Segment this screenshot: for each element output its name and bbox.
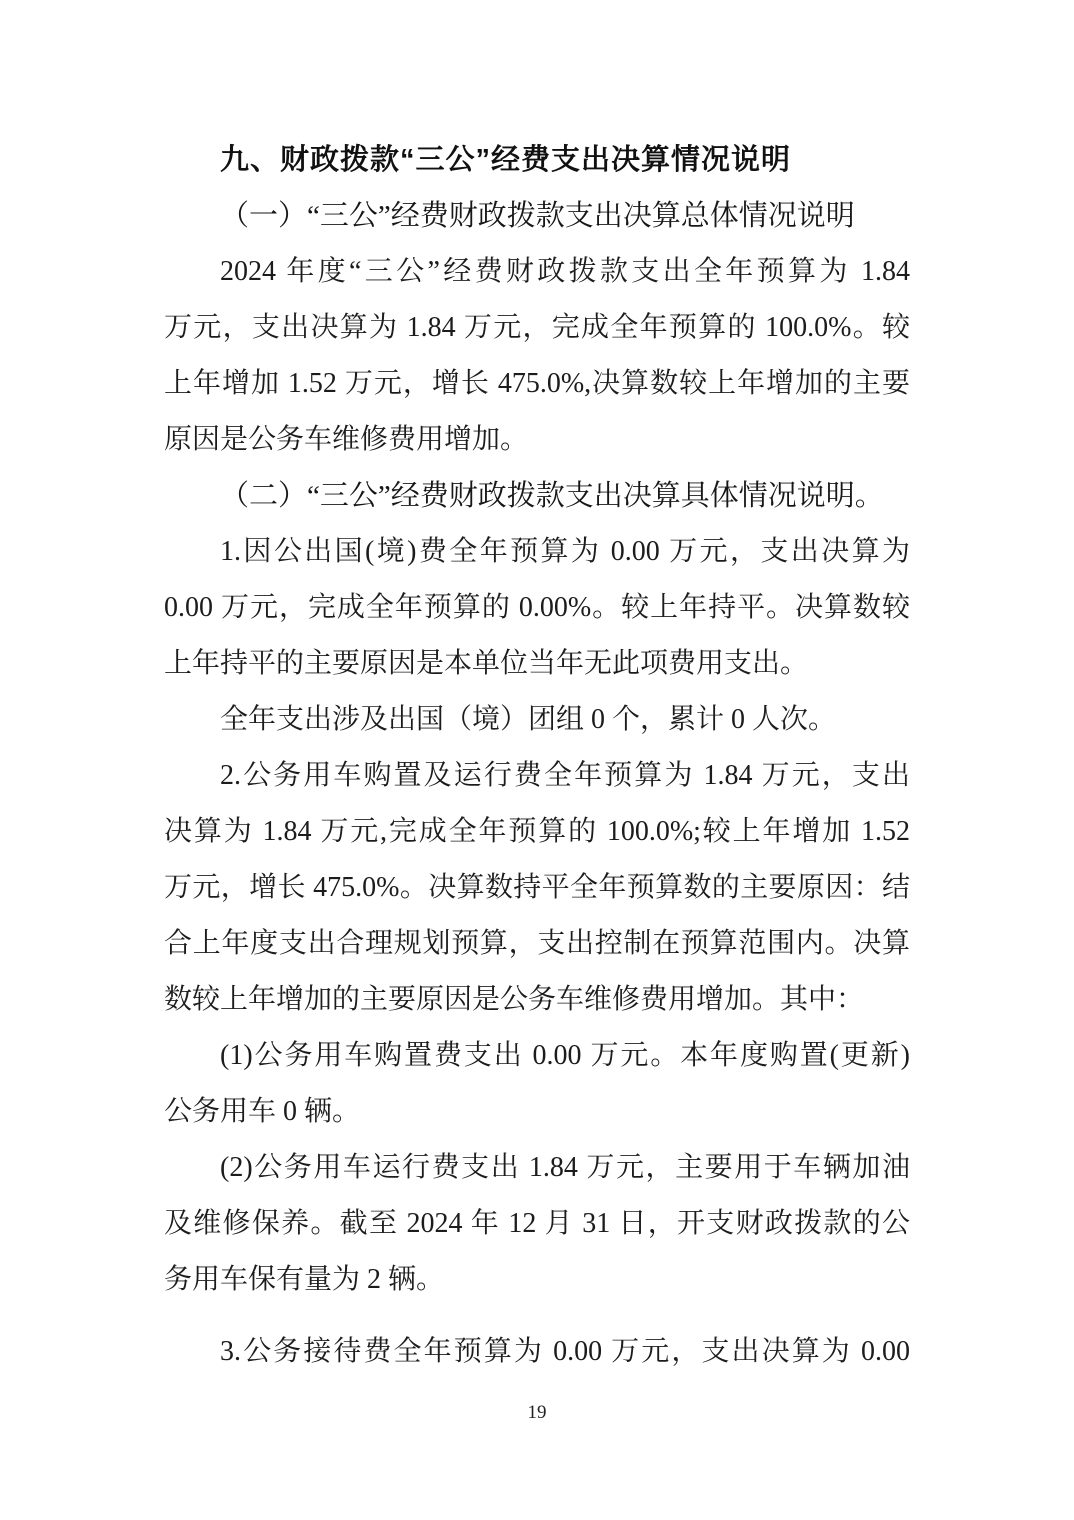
- subsection-2-heading: （二）“三公”经费财政拨款支出决算具体情况说明。: [220, 480, 884, 512]
- paragraph-line: 上年持平的主要原因是本单位当年无此项费用支出。: [164, 648, 809, 679]
- page-number: 19: [527, 1402, 547, 1423]
- paragraph-line: (2)公务用车运行费支出 1.84 万元，主要用于车辆加油: [220, 1152, 910, 1183]
- paragraph-line: 上年增加 1.52 万元，增长 475.0%,决算数较上年增加的主要: [164, 368, 910, 399]
- section-heading: 九、财政拨款“三公”经费支出决算情况说明: [220, 144, 792, 176]
- paragraph-line: 万元，增长 475.0%。决算数持平全年预算数的主要原因：结: [164, 872, 910, 903]
- paragraph-line: 全年支出涉及出国（境）团组 0 个，累计 0 人次。: [220, 704, 837, 735]
- paragraph-line: (1)公务用车购置费支出 0.00 万元。本年度购置(更新): [220, 1040, 910, 1071]
- paragraph-line: 1.因公出国(境)费全年预算为 0.00 万元，支出决算为: [220, 536, 910, 567]
- subsection-1-heading: （一）“三公”经费财政拨款支出决算总体情况说明: [220, 200, 855, 232]
- paragraph-line: 3.公务接待费全年预算为 0.00 万元，支出决算为 0.00: [220, 1336, 910, 1367]
- paragraph-line: 2024 年度“三公”经费财政拨款支出全年预算为 1.84: [220, 256, 910, 287]
- paragraph-line: 万元，支出决算为 1.84 万元，完成全年预算的 100.0%。较: [164, 312, 910, 343]
- paragraph-line: 决算为 1.84 万元,完成全年预算的 100.0%;较上年增加 1.52: [164, 816, 910, 847]
- paragraph-line: 合上年度支出合理规划预算，支出控制在预算范围内。决算: [164, 928, 910, 959]
- paragraph-line: 公务用车 0 辆。: [164, 1096, 361, 1127]
- paragraph-line: 0.00 万元，完成全年预算的 0.00%。较上年持平。决算数较: [164, 592, 910, 623]
- document-body: [164, 132, 910, 1380]
- paragraph-line: 2.公务用车购置及运行费全年预算为 1.84 万元，支出: [220, 760, 910, 791]
- paragraph-line: 数较上年增加的主要原因是公务车维修费用增加。其中：: [164, 984, 865, 1015]
- paragraph-line: 及维修保养。截至 2024 年 12 月 31 日，开支财政拨款的公: [164, 1208, 910, 1239]
- paragraph-line: 务用车保有量为 2 辆。: [164, 1264, 445, 1295]
- paragraph-line: 原因是公务车维修费用增加。: [164, 424, 529, 455]
